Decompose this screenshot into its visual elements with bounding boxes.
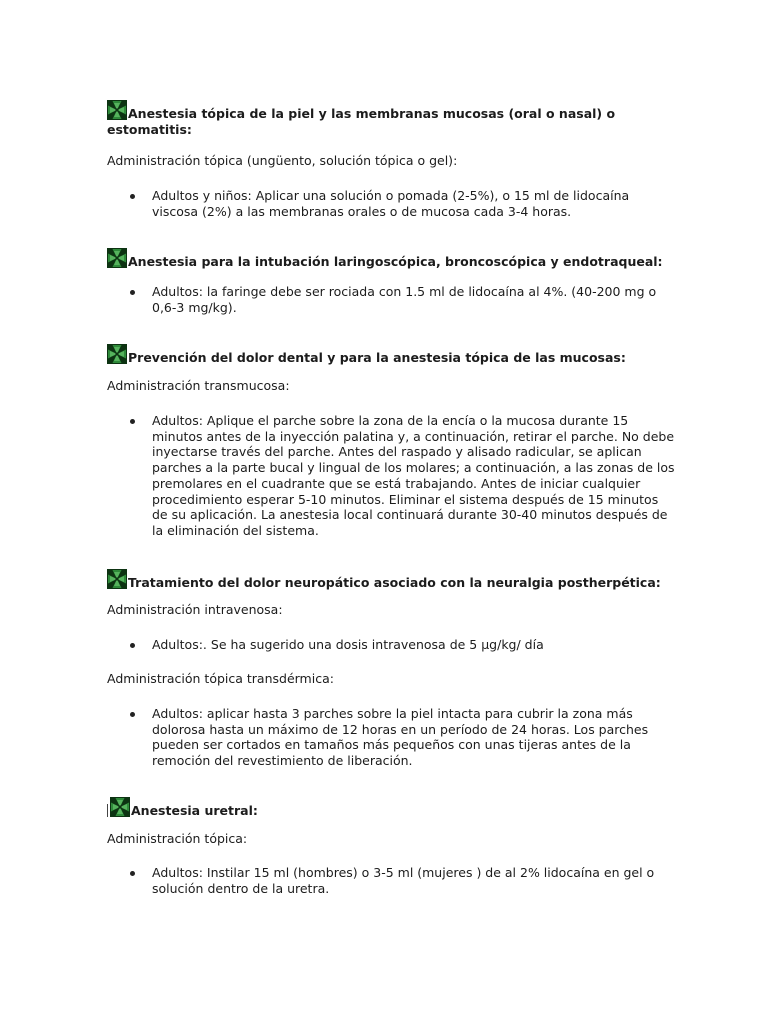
section-heading-text: Tratamiento del dolor neuropático asociado con la neuralgia postherpética: — [128, 575, 661, 590]
section-intro: Administración transmucosa: — [107, 378, 290, 393]
bullet-list — [107, 413, 677, 539]
bullet-list — [107, 188, 677, 219]
green-maltese-cross-icon — [107, 569, 127, 589]
list-item: Adultos: Aplique el parche sobre la zona de la encía o la mucosa durante 15 minutos antes de la inyección palatina y, a continuación, retirar el parche. No debe inyectarse través del parche. Antes del raspado y alisado radicular, se aplican parches a la parte bucal y lingual de los molares; a continuación, a las zonas de los premolares en el cuadrante que se está trabajando. Antes de iniciar cualquier procedimiento esperar 5-10 minutos. Eliminar el sistema después de 15 minutos de su aplicación. La anestesia local continuará durante 30-40 minutos después de la eliminación del sistema. — [107, 413, 677, 539]
section-heading-text: Prevención del dolor dental y para la anestesia tópica de las mucosas: — [128, 350, 626, 365]
section-heading — [107, 797, 677, 819]
section-heading — [107, 100, 677, 138]
list-item: Adultos: la faringe debe ser rociada con 1.5 ml de lidocaína al 4%. (40-200 mg o 0,6-3 mg/kg). — [107, 284, 677, 315]
bullet-list — [107, 637, 677, 653]
list-item: Adultos: Instilar 15 ml (hombres) o 3-5 ml (mujeres ) de al 2% lidocaína en gel o solución dentro de la uretra. — [107, 865, 677, 896]
green-maltese-cross-icon — [107, 100, 127, 120]
green-maltese-cross-icon — [107, 344, 127, 364]
section-intro: Administración tópica transdérmica: — [107, 671, 334, 686]
section-heading — [107, 344, 677, 366]
bullet-list — [107, 284, 677, 315]
green-maltese-cross-icon — [107, 248, 127, 268]
section-heading — [107, 248, 677, 270]
bullet-list — [107, 706, 677, 769]
section-intro: Administración tópica (ungüento, solución tópica o gel): — [107, 153, 458, 168]
list-item: Adultos y niños: Aplicar una solución o pomada (2-5%), o 15 ml de lidocaína viscosa (2%) a las membranas orales o de mucosa cada 3-4 horas. — [107, 188, 677, 219]
section-heading — [107, 569, 677, 591]
bullet-list — [107, 865, 677, 896]
section-intro: Administración tópica: — [107, 831, 248, 846]
section-heading-text: Anestesia tópica de la piel y las membranas mucosas (oral o nasal) o estomatitis: — [107, 106, 616, 137]
text-cursor-mark — [107, 804, 108, 817]
section-heading-text: Anestesia para la intubación laringoscópica, broncoscópica y endotraqueal: — [128, 254, 663, 269]
list-item: Adultos: aplicar hasta 3 parches sobre la piel intacta para cubrir la zona más dolorosa hasta un máximo de 12 horas en un período de 24 horas. Los parches pueden ser cortados en tamaños más pequeños con unas tijeras antes de la remoción del revestimiento de liberación. — [107, 706, 677, 769]
green-maltese-cross-icon — [110, 797, 130, 817]
section-heading-text: Anestesia uretral: — [131, 803, 258, 818]
list-item: Adultos:. Se ha sugerido una dosis intravenosa de 5 μg/kg/ día — [107, 637, 677, 653]
section-intro: Administración intravenosa: — [107, 602, 283, 617]
